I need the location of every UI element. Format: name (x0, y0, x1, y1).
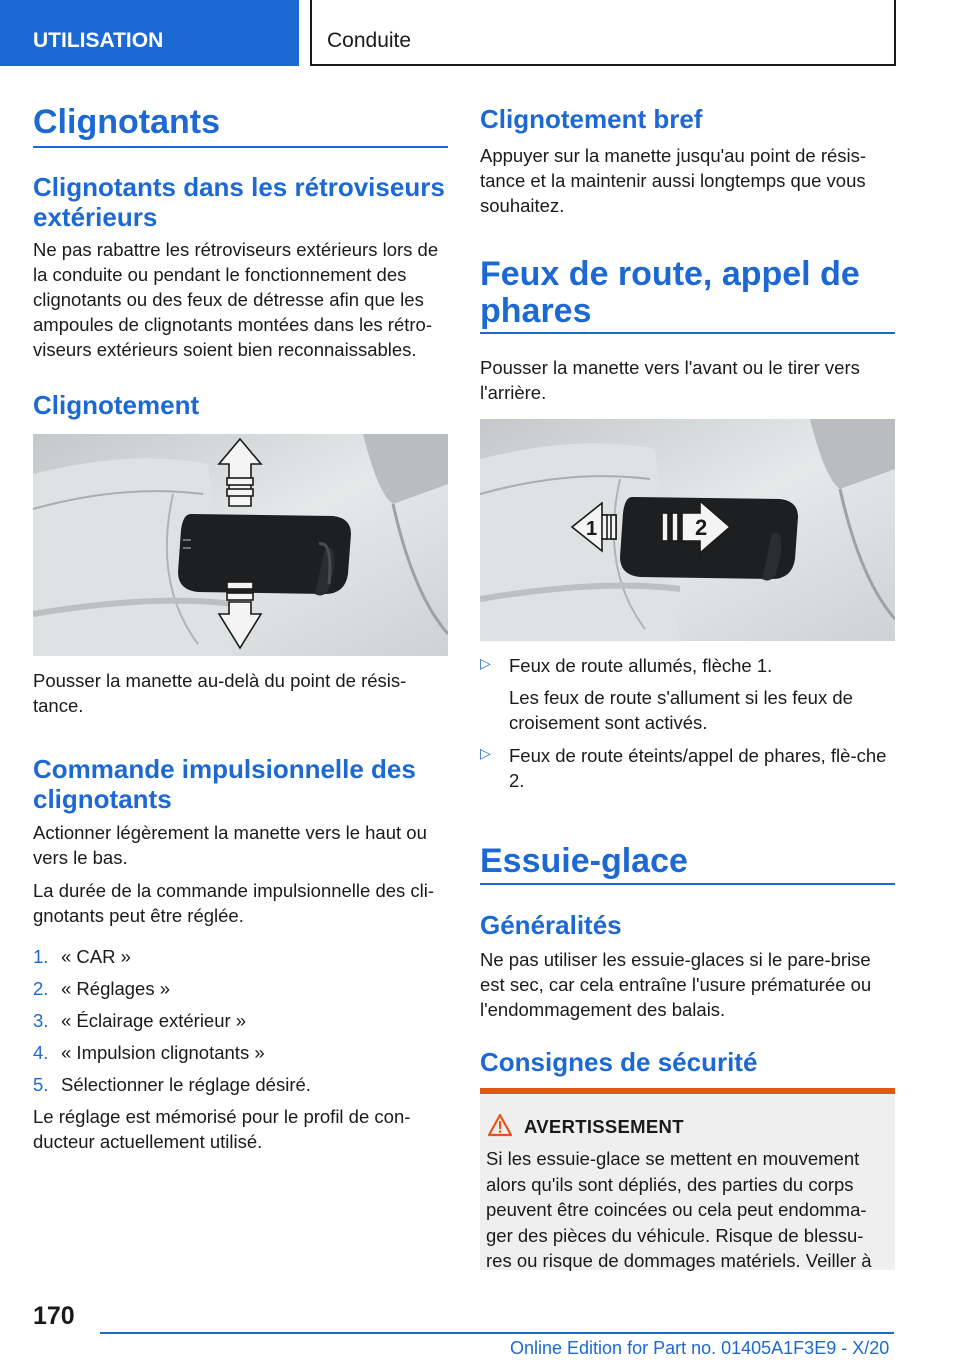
text-feux-de-route: Pousser la manette vers l'avant ou le tirer vers l'arrière. (480, 357, 860, 403)
list-item (33, 976, 448, 1008)
title-feux-de-route: Feux de route, appel de phares (480, 255, 860, 330)
chapter-tab: Conduite (310, 0, 896, 66)
heading-consignes: Consignes de sécurité (480, 1047, 758, 1077)
list-item (33, 944, 448, 976)
title-rule (480, 332, 895, 334)
triangle-bullet-icon: ▷ (480, 655, 491, 671)
title-rule (480, 883, 895, 885)
warning-box (480, 1088, 895, 1270)
steps-list (33, 944, 448, 1104)
step-number: 2. (33, 978, 49, 999)
step-text: « Impulsion clignotants » (61, 1042, 265, 1063)
page-number: 170 (33, 1302, 75, 1330)
text-clignotement-bref: Appuyer sur la manette jusqu'au point de résis-tance et la maintenir aussi longtemps que vous souhaitez. (480, 145, 867, 216)
warning-title: AVERTISSEMENT (524, 1116, 684, 1137)
heading-retroviseurs: Clignotants dans les rétroviseurs extérieurs (33, 172, 445, 232)
text-impulsion-1: Actionner légèrement la manette vers le haut ou vers le bas. (33, 822, 427, 868)
text-retroviseurs: Ne pas rabattre les rétroviseurs extérieurs lors de la conduite ou pendant le fonctionnement des clignotants ou des feux de détresse afin que les ampoules de clignotants montées dans les rétro-viseurs extérieurs soient bien reconnaissables. (33, 239, 439, 360)
lever-forward-back-illustration (480, 419, 895, 641)
title-essuie-glace: Essuie-glace (480, 842, 688, 880)
step-text: Sélectionner le réglage désiré. (61, 1074, 311, 1095)
section-tab: UTILISATION (0, 0, 299, 66)
text-impulsion-2: La durée de la commande impulsionnelle des cli-gnotants peut être réglée. (33, 880, 435, 926)
arrow-1-label: 1 (586, 518, 598, 540)
bullet-subtext: Les feux de route s'allument si les feux de croisement sont activés. (509, 687, 853, 733)
arrow-2-label: 2 (695, 515, 708, 540)
step-text: « CAR » (61, 946, 131, 967)
warning-triangle-icon (487, 1113, 513, 1137)
caption-clignotement: Pousser la manette au-delà du point de résis-tance. (33, 670, 407, 716)
step-text: « Réglages » (61, 978, 171, 999)
warning-title-row (524, 1116, 895, 1138)
heading-clignotement: Clignotement (33, 390, 200, 420)
footer-rule (100, 1332, 894, 1334)
text-impulsion-after: Le réglage est mémorisé pour le profil de con-ducteur actuellement utilisé. (33, 1106, 411, 1152)
bullet-text: Feux de route éteints/appel de phares, flè-che 2. (509, 745, 887, 791)
step-number: 1. (33, 946, 49, 967)
list-item (33, 1040, 448, 1072)
lever-updown-illustration (33, 434, 448, 656)
heading-generalites: Généralités (480, 910, 622, 940)
step-number: 3. (33, 1010, 49, 1031)
title-rule (33, 146, 448, 148)
list-item (33, 1072, 448, 1104)
text-generalites: Ne pas utiliser les essuie-glaces si le pare-brise est sec, car cela entraîne l'usure prématurée ou l'endommagement des balais. (480, 949, 872, 1020)
page-title: Clignotants (33, 103, 220, 141)
bullet-text: Feux de route allumés, flèche 1. (509, 655, 773, 676)
list-item (33, 1008, 448, 1040)
footer-edition: Online Edition for Part no. 01405A1F3E9 - X/20 (510, 1338, 890, 1358)
heading-clignotement-bref: Clignotement bref (480, 104, 703, 134)
step-text: « Éclairage extérieur » (61, 1010, 247, 1031)
step-number: 5. (33, 1074, 49, 1095)
warning-text: Si les essuie-glace se mettent en mouvement alors qu'ils sont dépliés, des parties du corps peuvent être coincées ou cela peut endomma-ger des pièces du véhicule. Risque de blessu-res ou risque de dommages matériels. Veiller à (486, 1148, 872, 1271)
heading-impulsion: Commande impulsionnelle des clignotants (33, 754, 416, 814)
triangle-bullet-icon: ▷ (480, 745, 491, 761)
step-number: 4. (33, 1042, 49, 1063)
